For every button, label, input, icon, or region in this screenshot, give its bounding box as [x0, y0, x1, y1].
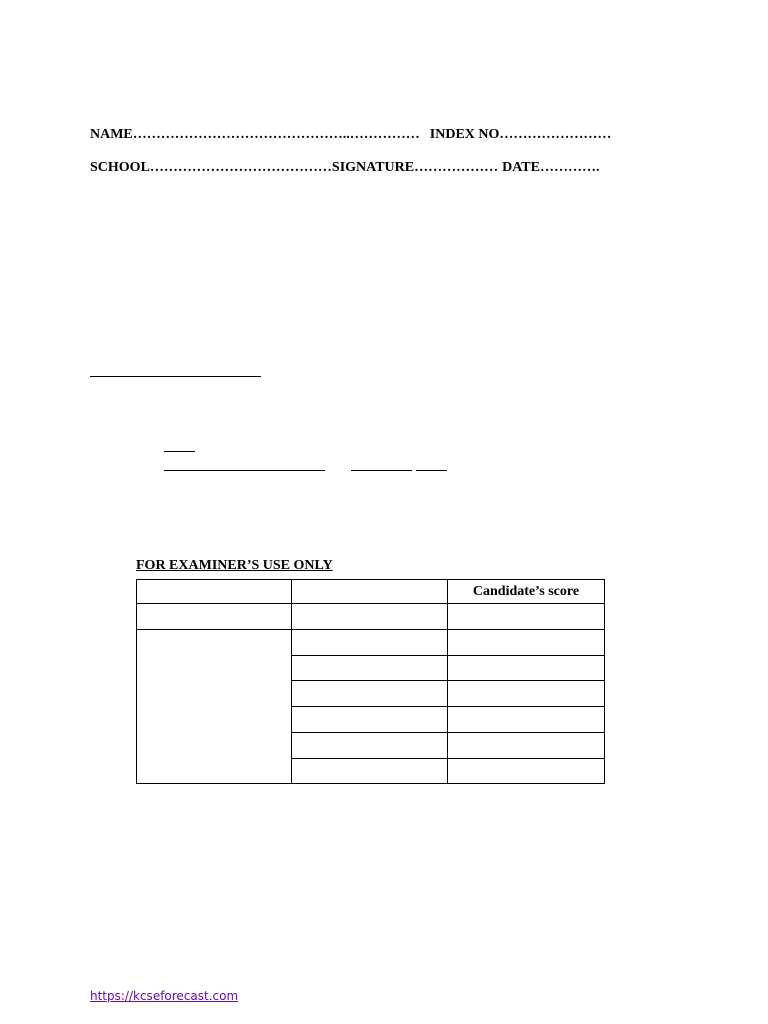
table-cell	[292, 733, 448, 759]
score-cell[interactable]	[448, 733, 605, 759]
table-cell	[292, 656, 448, 681]
score-column-header: Candidate’s score	[448, 580, 605, 604]
signature-label: SIGNATURE	[331, 160, 415, 175]
table-cell	[137, 604, 292, 630]
index-no-label: INDEX NO	[429, 127, 500, 142]
score-cell[interactable]	[448, 759, 605, 784]
score-cell[interactable]	[448, 681, 605, 707]
table-row	[137, 630, 605, 656]
name-field[interactable]: ………………………………………..……………	[132, 127, 420, 142]
long-underline-3	[416, 470, 447, 471]
signature-field[interactable]: ………………	[414, 160, 499, 175]
name-label: NAME	[90, 127, 133, 142]
table-header-row	[137, 580, 605, 604]
table-cell	[292, 604, 448, 630]
examiner-table-caption: FOR EXAMINER’S USE ONLY	[136, 558, 333, 573]
name-index-line	[90, 127, 611, 143]
date-label: DATE	[502, 160, 540, 175]
table-cell	[292, 707, 448, 733]
short-underline	[164, 451, 195, 452]
footer-link[interactable]: https://kcseforecast.com	[90, 989, 239, 1003]
school-label: SCHOOL	[90, 160, 150, 175]
school-signature-date-line	[90, 160, 599, 176]
examiner-table	[136, 579, 605, 784]
long-underline-2	[351, 470, 412, 471]
score-cell[interactable]	[448, 707, 605, 733]
table-cell	[137, 580, 292, 604]
long-underline-1	[164, 470, 325, 471]
score-cell[interactable]	[448, 656, 605, 681]
score-cell[interactable]	[448, 604, 605, 630]
table-cell	[292, 681, 448, 707]
table-row	[137, 604, 605, 630]
school-field[interactable]: …………………………………	[149, 160, 332, 175]
table-cell	[292, 630, 448, 656]
score-cell[interactable]	[448, 630, 605, 656]
table-cell	[292, 759, 448, 784]
table-cell	[292, 580, 448, 604]
date-field[interactable]: ………….	[539, 160, 600, 175]
title-underline	[90, 376, 261, 377]
index-no-field[interactable]: ……………………	[499, 127, 612, 142]
table-merged-cell	[137, 630, 292, 784]
